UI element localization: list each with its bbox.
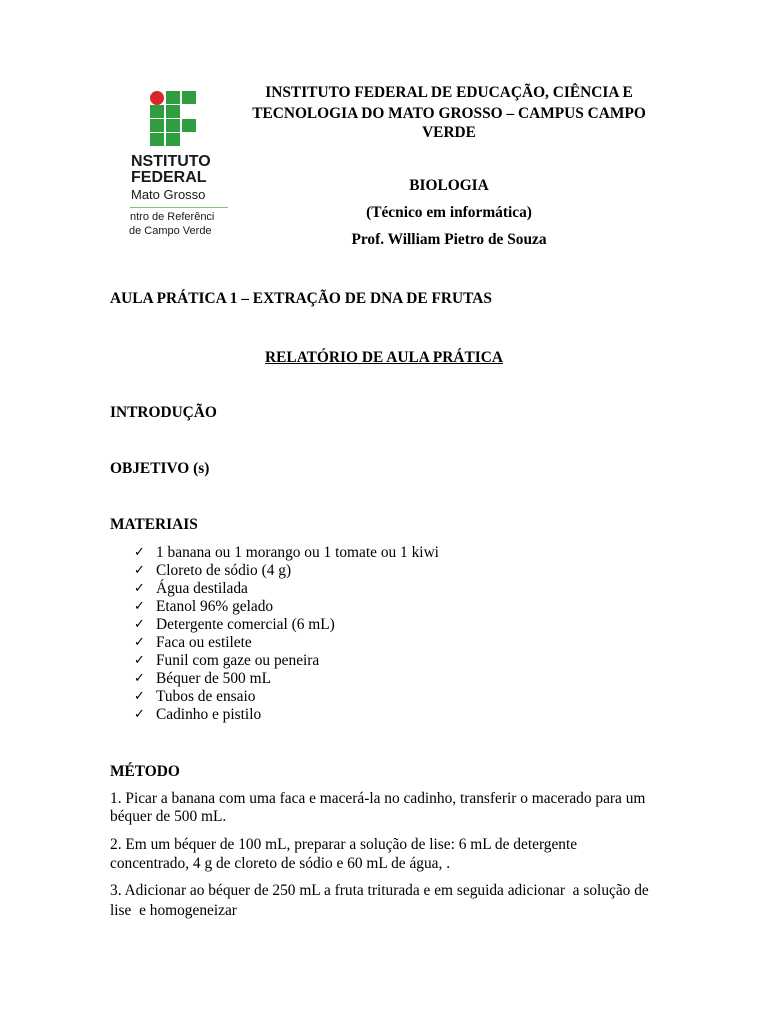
paragraph-line: 3. Adicionar ao béquer de 250 mL a fruta triturada e em seguida adicionar a solução de (110, 882, 649, 899)
report-title: RELATÓRIO DE AULA PRÁTICA (265, 349, 503, 366)
logo-center-line1: ntro de Referênci (130, 211, 215, 223)
check-icon (134, 706, 145, 724)
check-icon (134, 688, 145, 706)
institution-name-line2: TECNOLOGIA DO MATO GROSSO – CAMPUS CAMPO (252, 105, 646, 122)
list-item: Cloreto de sódio (4 g) (156, 562, 292, 579)
list-item: Tubos de ensaio (156, 688, 256, 705)
logo-center-line2: de Campo Verde (129, 225, 212, 237)
institution-name-line1: INSTITUTO FEDERAL DE EDUCAÇÃO, CIÊNCIA E (265, 84, 633, 101)
subject-title: BIOLOGIA (409, 177, 489, 194)
institution-logo (0, 0, 240, 250)
lesson-title: AULA PRÁTICA 1 – EXTRAÇÃO DE DNA DE FRUTAS (110, 290, 492, 307)
logo-name-line1: NSTITUTO (131, 153, 211, 170)
check-icon (134, 652, 145, 670)
section-introduction: INTRODUÇÃO (110, 404, 217, 421)
logo-square (150, 119, 164, 132)
check-icon (134, 634, 145, 652)
logo-square (166, 119, 180, 132)
logo-square (166, 91, 180, 104)
paragraph-line: béquer de 500 mL. (110, 808, 227, 825)
logo-square (150, 105, 164, 118)
logo-square (166, 133, 180, 146)
list-item: Etanol 96% gelado (156, 598, 274, 615)
paragraph-line: lise e homogeneizar (110, 902, 237, 919)
check-icon (134, 616, 145, 634)
check-icon (134, 580, 145, 598)
logo-square (182, 119, 196, 132)
logo-square (182, 91, 196, 104)
section-method: MÉTODO (110, 763, 180, 780)
list-item: 1 banana ou 1 morango ou 1 tomate ou 1 kiwi (156, 544, 439, 561)
logo-red-circle (150, 91, 164, 105)
list-item: Béquer de 500 mL (156, 670, 271, 687)
logo-square (166, 105, 180, 118)
teacher-name: Prof. William Pietro de Souza (351, 231, 547, 248)
logo-divider (130, 207, 228, 208)
list-item: Faca ou estilete (156, 634, 252, 651)
section-materials: MATERIAIS (110, 516, 198, 533)
check-icon (134, 670, 145, 688)
list-item: Detergente comercial (6 mL) (156, 616, 335, 633)
paragraph-line: 2. Em um béquer de 100 mL, preparar a solução de lise: 6 mL de detergente (110, 836, 578, 853)
check-icon (134, 562, 145, 580)
paragraph-line: concentrado, 4 g de cloreto de sódio e 60 mL de água, . (110, 855, 451, 872)
logo-state: Mato Grosso (131, 187, 206, 202)
list-item: Funil com gaze ou peneira (156, 652, 320, 669)
logo-square (150, 133, 164, 146)
list-item: Água destilada (156, 580, 248, 597)
institution-name-line3: VERDE (422, 124, 476, 141)
check-icon (134, 598, 145, 616)
logo-name-line2: FEDERAL (131, 169, 207, 186)
course-name: (Técnico em informática) (366, 204, 532, 221)
check-icon (134, 544, 145, 562)
list-item: Cadinho e pistilo (156, 706, 262, 723)
paragraph-line: 1. Picar a banana com uma faca e macerá-la no cadinho, transferir o macerado para um (110, 790, 646, 807)
section-objective: OBJETIVO (s) (110, 460, 210, 477)
